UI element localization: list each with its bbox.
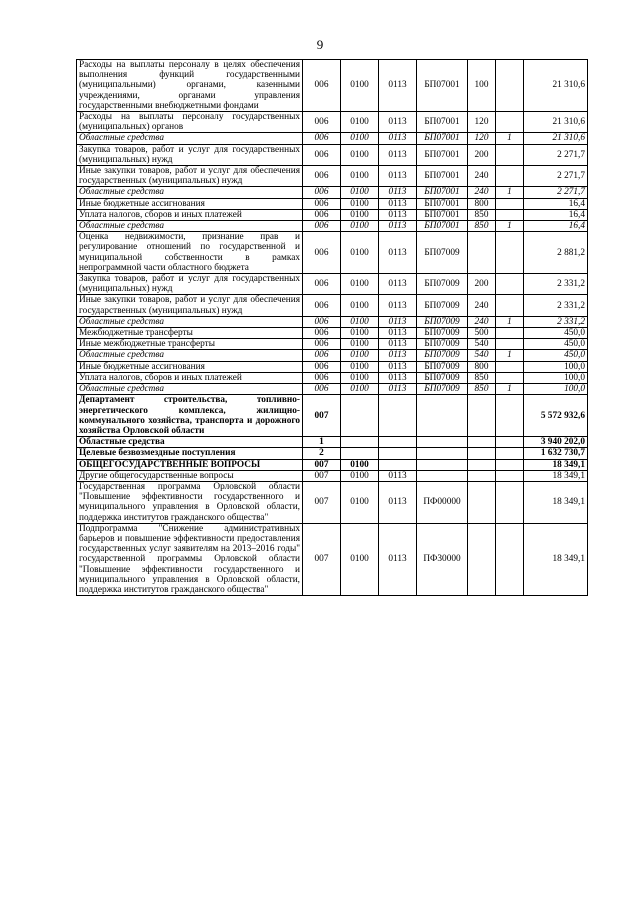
table-row	[77, 395, 588, 437]
expense-type-cell	[468, 523, 496, 595]
funding-source-cell	[496, 361, 524, 372]
expense-type-cell: 240	[468, 295, 496, 316]
row-name-cell: Иные бюджетные ассигнования	[77, 361, 303, 372]
ved-code-cell: 007	[303, 470, 341, 481]
section-code-cell: 0100	[341, 274, 379, 295]
expense-type-cell	[468, 470, 496, 481]
funding-source-cell: 1	[496, 221, 524, 232]
target-article-cell: БП07001	[417, 144, 468, 165]
subsection-code-cell	[379, 448, 417, 459]
section-code-cell: 0100	[341, 372, 379, 383]
table-row	[77, 470, 588, 481]
table-row	[77, 274, 588, 295]
funding-source-cell	[496, 448, 524, 459]
row-name-cell: Иные бюджетные ассигнования	[77, 198, 303, 209]
subsection-code-cell: 0113	[379, 295, 417, 316]
ved-code-cell: 006	[303, 232, 341, 274]
funding-source-cell	[496, 328, 524, 339]
subsection-code-cell: 0113	[379, 209, 417, 220]
table-row	[77, 372, 588, 383]
target-article-cell: БП07009	[417, 295, 468, 316]
target-article-cell: БП07009	[417, 361, 468, 372]
funding-source-cell	[496, 295, 524, 316]
page-number: 9	[316, 37, 324, 52]
target-article-cell: БП07001	[417, 198, 468, 209]
table-row	[77, 361, 588, 372]
funding-source-cell	[496, 112, 524, 133]
subsection-code-cell: 0113	[379, 361, 417, 372]
ved-code-cell: 2	[303, 448, 341, 459]
section-code-cell: 0100	[341, 470, 379, 481]
section-code-cell: 0100	[341, 339, 379, 350]
row-name-cell: Областные средства	[77, 437, 303, 448]
ved-code-cell: 006	[303, 187, 341, 198]
subsection-code-cell: 0113	[379, 481, 417, 523]
table-row	[77, 448, 588, 459]
expense-type-cell: 100	[468, 60, 496, 112]
table-row	[77, 112, 588, 133]
funding-source-cell: 1	[496, 187, 524, 198]
section-code-cell: 0100	[341, 350, 379, 361]
amount-cell: 2 331,2	[524, 274, 588, 295]
funding-source-cell	[496, 198, 524, 209]
subsection-code-cell: 0113	[379, 198, 417, 209]
table-row	[77, 187, 588, 198]
subsection-code-cell: 0113	[379, 221, 417, 232]
ved-code-cell: 006	[303, 144, 341, 165]
ved-code-cell: 006	[303, 221, 341, 232]
section-code-cell: 0100	[341, 133, 379, 144]
row-name-cell: Расходы на выплаты персоналу в целях обеспечения выполнения функций государственными (муниципальными) органами, казенными учреждениями, органами управления государственными внебюджетными фондами	[77, 60, 303, 112]
section-code-cell: 0100	[341, 361, 379, 372]
expense-type-cell: 500	[468, 328, 496, 339]
section-code-cell: 0100	[341, 459, 379, 470]
budget-table	[76, 59, 588, 596]
expense-type-cell: 850	[468, 384, 496, 395]
target-article-cell: БП07009	[417, 274, 468, 295]
ved-code-cell: 006	[303, 60, 341, 112]
row-name-cell: Другие общегосударственные вопросы	[77, 470, 303, 481]
amount-cell: 2 881,2	[524, 232, 588, 274]
target-article-cell: БП07009	[417, 350, 468, 361]
amount-cell: 21 310,6	[524, 133, 588, 144]
table-row	[77, 209, 588, 220]
amount-cell: 21 310,6	[524, 60, 588, 112]
row-name-cell: Областные средства	[77, 187, 303, 198]
amount-cell: 3 940 202,0	[524, 437, 588, 448]
subsection-code-cell: 0113	[379, 372, 417, 383]
funding-source-cell	[496, 372, 524, 383]
amount-cell: 100,0	[524, 372, 588, 383]
table-row	[77, 316, 588, 327]
subsection-code-cell: 0113	[379, 133, 417, 144]
funding-source-cell	[496, 339, 524, 350]
target-article-cell: БП07009	[417, 372, 468, 383]
amount-cell: 18 349,1	[524, 470, 588, 481]
ved-code-cell: 006	[303, 339, 341, 350]
table-row	[77, 144, 588, 165]
amount-cell: 21 310,6	[524, 112, 588, 133]
table-row	[77, 166, 588, 187]
expense-type-cell: 240	[468, 187, 496, 198]
funding-source-cell	[496, 481, 524, 523]
subsection-code-cell: 0113	[379, 166, 417, 187]
section-code-cell: 0100	[341, 60, 379, 112]
section-code-cell: 0100	[341, 328, 379, 339]
expense-type-cell: 850	[468, 209, 496, 220]
target-article-cell: БП07009	[417, 316, 468, 327]
expense-type-cell: 800	[468, 198, 496, 209]
target-article-cell	[417, 437, 468, 448]
ved-code-cell: 007	[303, 459, 341, 470]
table-row	[77, 350, 588, 361]
ved-code-cell: 006	[303, 328, 341, 339]
ved-code-cell: 006	[303, 372, 341, 383]
expense-type-cell	[468, 481, 496, 523]
target-article-cell	[417, 459, 468, 470]
funding-source-cell: 1	[496, 384, 524, 395]
expense-type-cell: 800	[468, 361, 496, 372]
row-name-cell: Областные средства	[77, 384, 303, 395]
target-article-cell: БП07009	[417, 384, 468, 395]
section-code-cell: 0100	[341, 384, 379, 395]
funding-source-cell	[496, 274, 524, 295]
ved-code-cell: 006	[303, 274, 341, 295]
subsection-code-cell: 0113	[379, 350, 417, 361]
row-name-cell: Целевые безвозмездные поступления	[77, 448, 303, 459]
amount-cell: 2 331,2	[524, 316, 588, 327]
funding-source-cell	[496, 437, 524, 448]
ved-code-cell: 006	[303, 166, 341, 187]
section-code-cell: 0100	[341, 112, 379, 133]
funding-source-cell	[496, 395, 524, 437]
ved-code-cell: 006	[303, 384, 341, 395]
amount-cell: 16,4	[524, 198, 588, 209]
subsection-code-cell: 0113	[379, 187, 417, 198]
table-row	[77, 295, 588, 316]
section-code-cell	[341, 395, 379, 437]
funding-source-cell	[496, 60, 524, 112]
row-name-cell: Областные средства	[77, 221, 303, 232]
amount-cell: 16,4	[524, 221, 588, 232]
section-code-cell: 0100	[341, 232, 379, 274]
target-article-cell	[417, 395, 468, 437]
subsection-code-cell: 0113	[379, 470, 417, 481]
ved-code-cell: 007	[303, 395, 341, 437]
subsection-code-cell: 0113	[379, 144, 417, 165]
subsection-code-cell: 0113	[379, 112, 417, 133]
expense-type-cell: 240	[468, 316, 496, 327]
target-article-cell: БП07009	[417, 339, 468, 350]
funding-source-cell: 1	[496, 316, 524, 327]
target-article-cell: ПФ00000	[417, 481, 468, 523]
ved-code-cell: 006	[303, 133, 341, 144]
amount-cell: 5 572 932,6	[524, 395, 588, 437]
funding-source-cell	[496, 166, 524, 187]
section-code-cell: 0100	[341, 166, 379, 187]
expense-type-cell	[468, 395, 496, 437]
table-row	[77, 459, 588, 470]
table-row	[77, 221, 588, 232]
amount-cell: 2 271,7	[524, 144, 588, 165]
row-name-cell: Оценка недвижимости, признание прав и регулирование отношений по государственной и муниципальной собственности в рамках непрограммной части областного бюджета	[77, 232, 303, 274]
table-row	[77, 133, 588, 144]
funding-source-cell	[496, 523, 524, 595]
amount-cell: 450,0	[524, 328, 588, 339]
target-article-cell: БП07009	[417, 328, 468, 339]
ved-code-cell: 007	[303, 481, 341, 523]
row-name-cell: ОБЩЕГОСУДАРСТВЕННЫЕ ВОПРОСЫ	[77, 459, 303, 470]
amount-cell: 450,0	[524, 350, 588, 361]
row-name-cell: Областные средства	[77, 350, 303, 361]
row-name-cell: Межбюджетные трансферты	[77, 328, 303, 339]
subsection-code-cell: 0113	[379, 339, 417, 350]
subsection-code-cell	[379, 459, 417, 470]
expense-type-cell: 200	[468, 144, 496, 165]
subsection-code-cell: 0113	[379, 60, 417, 112]
expense-type-cell: 850	[468, 372, 496, 383]
row-name-cell: Уплата налогов, сборов и иных платежей	[77, 372, 303, 383]
funding-source-cell	[496, 144, 524, 165]
row-name-cell: Областные средства	[77, 316, 303, 327]
amount-cell: 450,0	[524, 339, 588, 350]
subsection-code-cell: 0113	[379, 316, 417, 327]
section-code-cell: 0100	[341, 481, 379, 523]
target-article-cell	[417, 470, 468, 481]
amount-cell: 18 349,1	[524, 481, 588, 523]
row-name-cell: Областные средства	[77, 133, 303, 144]
expense-type-cell: 120	[468, 112, 496, 133]
amount-cell: 1 632 730,7	[524, 448, 588, 459]
row-name-cell: Расходы на выплаты персоналу государственных (муниципальных) органов	[77, 112, 303, 133]
table-row	[77, 60, 588, 112]
target-article-cell: БП07001	[417, 60, 468, 112]
expense-type-cell: 200	[468, 274, 496, 295]
row-name-cell: Департамент строительства, топливно-энергетического комплекса, жилищно-коммунального хозяйства, транспорта и дорожного хозяйства Орловской области	[77, 395, 303, 437]
table-row	[77, 437, 588, 448]
subsection-code-cell: 0113	[379, 232, 417, 274]
amount-cell: 2 271,7	[524, 187, 588, 198]
subsection-code-cell	[379, 437, 417, 448]
row-name-cell: Иные закупки товаров, работ и услуг для обеспечения государственных (муниципальных) нужд	[77, 295, 303, 316]
subsection-code-cell: 0113	[379, 384, 417, 395]
row-name-cell: Закупка товаров, работ и услуг для государственных (муниципальных) нужд	[77, 274, 303, 295]
amount-cell: 2 271,7	[524, 166, 588, 187]
funding-source-cell: 1	[496, 350, 524, 361]
target-article-cell: БП07009	[417, 232, 468, 274]
ved-code-cell: 006	[303, 361, 341, 372]
section-code-cell: 0100	[341, 144, 379, 165]
ved-code-cell: 007	[303, 523, 341, 595]
expense-type-cell: 240	[468, 166, 496, 187]
amount-cell: 100,0	[524, 361, 588, 372]
target-article-cell	[417, 448, 468, 459]
subsection-code-cell: 0113	[379, 328, 417, 339]
funding-source-cell	[496, 459, 524, 470]
funding-source-cell: 1	[496, 133, 524, 144]
target-article-cell: БП07001	[417, 166, 468, 187]
section-code-cell: 0100	[341, 221, 379, 232]
expense-type-cell: 850	[468, 221, 496, 232]
section-code-cell: 0100	[341, 198, 379, 209]
subsection-code-cell	[379, 395, 417, 437]
subsection-code-cell: 0113	[379, 523, 417, 595]
section-code-cell: 0100	[341, 187, 379, 198]
ved-code-cell: 006	[303, 198, 341, 209]
expense-type-cell: 540	[468, 350, 496, 361]
section-code-cell	[341, 448, 379, 459]
ved-code-cell: 1	[303, 437, 341, 448]
section-code-cell: 0100	[341, 523, 379, 595]
funding-source-cell	[496, 232, 524, 274]
expense-type-cell	[468, 459, 496, 470]
table-row	[77, 523, 588, 595]
target-article-cell: БП07001	[417, 221, 468, 232]
target-article-cell: БП07001	[417, 187, 468, 198]
expense-type-cell: 540	[468, 339, 496, 350]
ved-code-cell: 006	[303, 112, 341, 133]
row-name-cell: Подпрограмма "Снижение административных барьеров и повышение эффективности предоставления государственных услуг заявителям на 2013–2016 годы" государственной программы Орловской области "Повышение эффективности государственного и муниципального управления в Орловской области, поддержка институтов гражданского общества"	[77, 523, 303, 595]
expense-type-cell: 120	[468, 133, 496, 144]
funding-source-cell	[496, 470, 524, 481]
table-row	[77, 384, 588, 395]
ved-code-cell: 006	[303, 295, 341, 316]
section-code-cell: 0100	[341, 209, 379, 220]
row-name-cell: Государственная программа Орловской области "Повышение эффективности государственного и муниципального управления в Орловской области, поддержка институтов гражданского общества"	[77, 481, 303, 523]
section-code-cell	[341, 437, 379, 448]
target-article-cell: БП07001	[417, 112, 468, 133]
target-article-cell: ПФ30000	[417, 523, 468, 595]
table-row	[77, 339, 588, 350]
table-row	[77, 481, 588, 523]
funding-source-cell	[496, 209, 524, 220]
row-name-cell: Закупка товаров, работ и услуг для государственных (муниципальных) нужд	[77, 144, 303, 165]
ved-code-cell: 006	[303, 316, 341, 327]
amount-cell: 100,0	[524, 384, 588, 395]
ved-code-cell: 006	[303, 350, 341, 361]
subsection-code-cell: 0113	[379, 274, 417, 295]
target-article-cell: БП07001	[417, 133, 468, 144]
table-row	[77, 328, 588, 339]
expense-type-cell	[468, 232, 496, 274]
target-article-cell: БП07001	[417, 209, 468, 220]
expense-type-cell	[468, 437, 496, 448]
amount-cell: 18 349,1	[524, 459, 588, 470]
expense-type-cell	[468, 448, 496, 459]
ved-code-cell: 006	[303, 209, 341, 220]
amount-cell: 2 331,2	[524, 295, 588, 316]
section-code-cell: 0100	[341, 295, 379, 316]
row-name-cell: Уплата налогов, сборов и иных платежей	[77, 209, 303, 220]
amount-cell: 16,4	[524, 209, 588, 220]
table-row	[77, 198, 588, 209]
row-name-cell: Иные межбюджетные трансферты	[77, 339, 303, 350]
row-name-cell: Иные закупки товаров, работ и услуг для обеспечения государственных (муниципальных) нужд	[77, 166, 303, 187]
section-code-cell: 0100	[341, 316, 379, 327]
table-row	[77, 232, 588, 274]
amount-cell: 18 349,1	[524, 523, 588, 595]
